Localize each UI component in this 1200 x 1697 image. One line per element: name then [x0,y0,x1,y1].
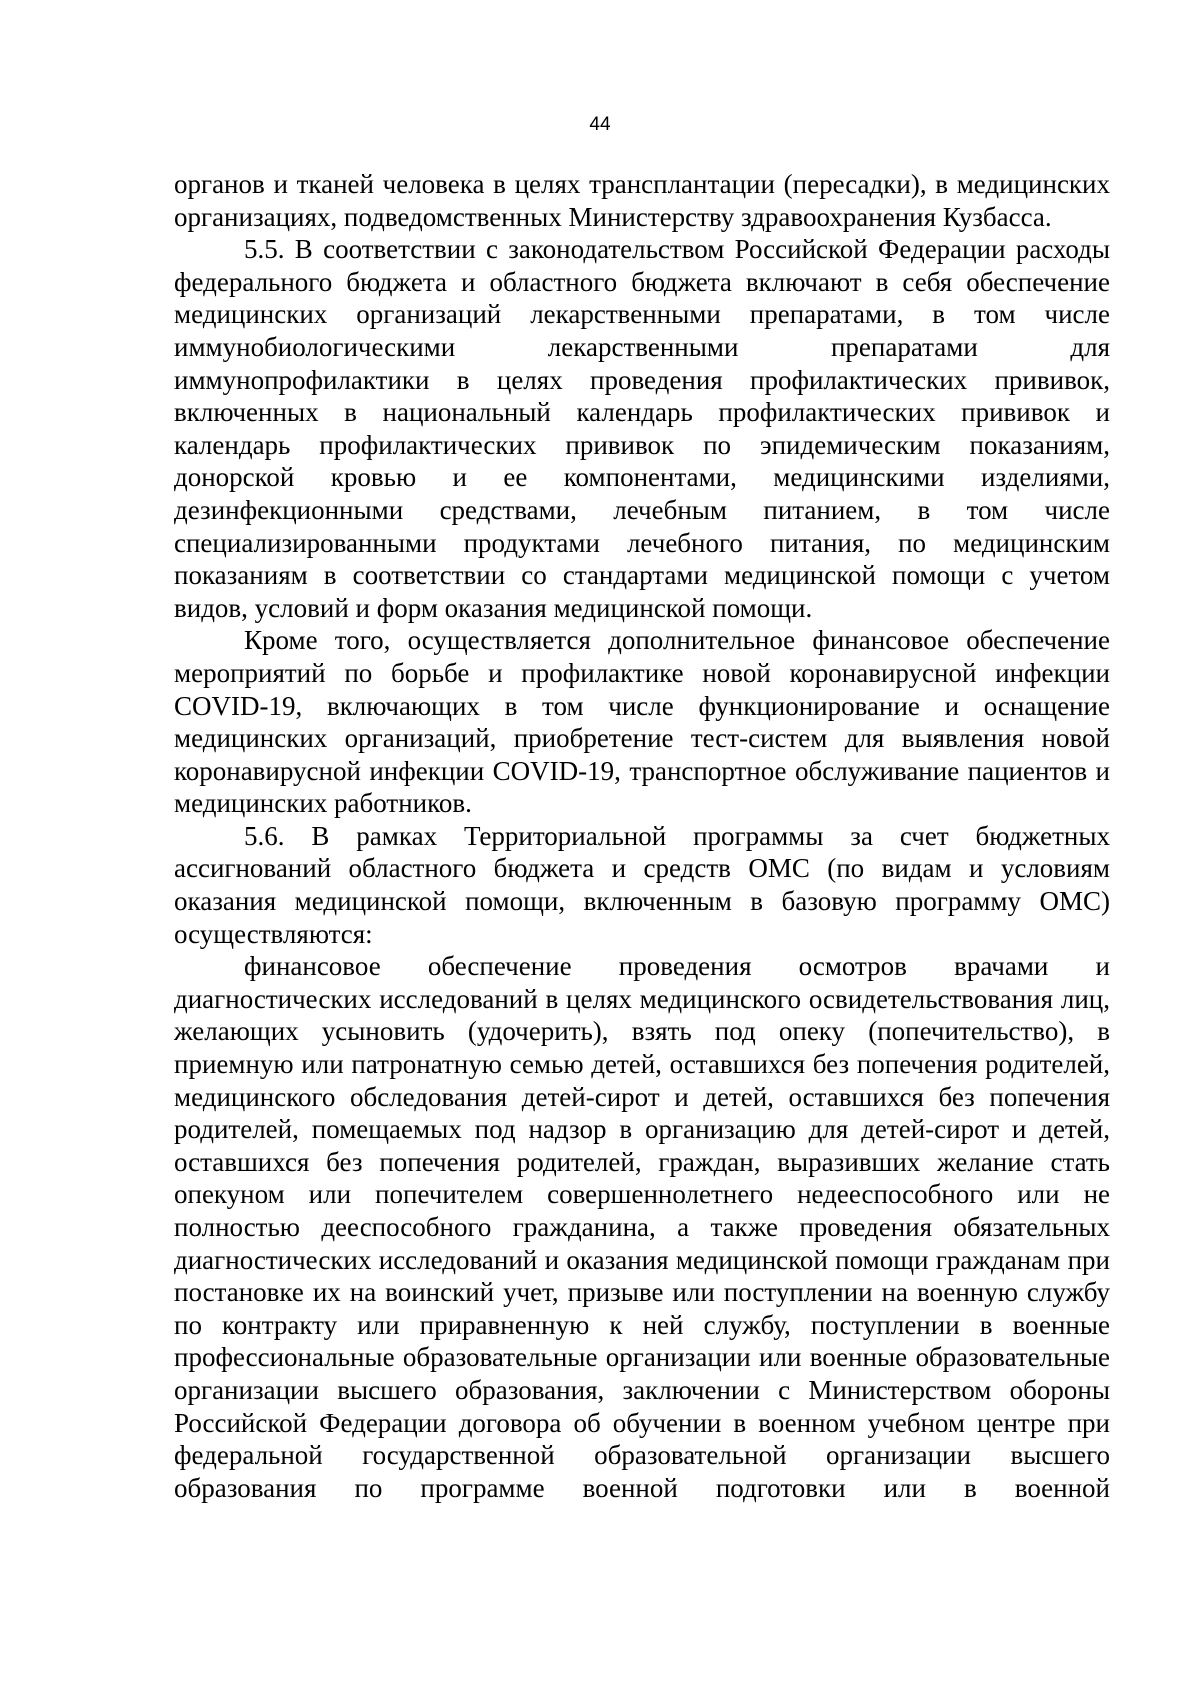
document-body [174,168,1110,1504]
page-number: 44 [589,114,611,135]
paragraph-5-6: 5.6. В рамках Территориальной программы за счет бюджетных ассигнований областного бюджета и средств ОМС (по видам и условиям оказания медицинской помощи, включенным в базовую программу ОМС) осуществляются: [174,820,1110,949]
paragraph-financial-provision: финансовое обеспечение проведения осмотров врачами и диагностических исследований в целях медицинского освидетельствования лиц, желающих усыновить (удочерить), взять под опеку (попечительство), в приемную или патронатную семью детей, оставшихся без попечения родителей, медицинского обследования детей-сирот и детей, оставшихся без попечения родителей, помещаемых под надзор в организацию для детей-сирот и детей, оставшихся без попечения родителей, граждан, выразивших желание стать опекуном или попечителем совершеннолетнего недееспособного или не полностью дееспособного гражданина, а также проведения обязательных диагностических исследований и оказания медицинской помощи гражданам при постановке их на воинский учет, призыве или поступлении на военную службу по контракту или приравненную к ней службу, поступлении в военные профессиональные образовательные организации или военные образовательные организации высшего образования, заключении с Министерством обороны Российской Федерации договора об обучении в военном учебном центре при федеральной государственной образовательной организации высшего образования по программе военной подготовки или в военной [174,951,1110,1503]
paragraph-covid-funding: Кроме того, осуществляется дополнительное финансовое обеспечение мероприятий по борьбе и профилактике новой коронавирусной инфекции COVID-19, включающих в том числе функционирование и оснащение медицинских организаций, приобретение тест-систем для выявления новой коронавирусной инфекции COVID-19, транспортное обслуживание пациентов и медицинских работников. [174,625,1110,819]
paragraph-continuation: органов и тканей человека в целях трансплантации (пересадки), в медицинских организациях, подведомственных Министерству здравоохранения Кузбасса. [174,169,1110,232]
paragraph-5-5: 5.5. В соответствии с законодательством Российской Федерации расходы федерального бюджета и областного бюджета включают в себя обеспечение медицинских организаций лекарственными препаратами, в том числе иммунобиологическими лекарственными препаратами для иммунопрофилактики в целях проведения профилактических прививок, включенных в национальный календарь профилактических прививок и календарь профилактических прививок по эпидемическим показаниям, донорской кровью и ее компонентами, медицинскими изделиями, дезинфекционными средствами, лечебным питанием, в том числе специализированными продуктами лечебного питания, по медицинским показаниям в соответствии со стандартами медицинской помощи с учетом видов, условий и форм оказания медицинской помощи. [174,234,1110,623]
